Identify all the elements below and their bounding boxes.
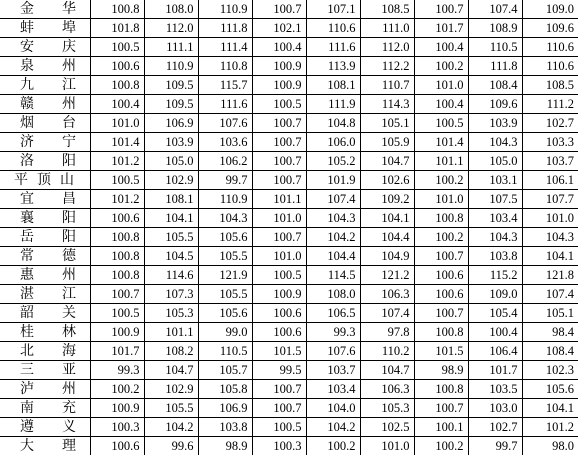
- index-value-cell: 100.7: [414, 399, 468, 418]
- index-value-cell: 112.0: [360, 38, 414, 57]
- index-value-cell: 104.1: [522, 399, 578, 418]
- index-value-cell: 100.7: [414, 0, 468, 19]
- index-value-cell: 106.2: [198, 152, 252, 171]
- index-value-cell: 100.9: [252, 285, 306, 304]
- index-value-cell: 100.1: [414, 418, 468, 437]
- index-value-cell: 105.5: [144, 228, 198, 247]
- index-value-cell: 102.1: [252, 19, 306, 38]
- index-value-cell: 100.8: [414, 323, 468, 342]
- index-value-cell: 110.9: [198, 190, 252, 209]
- index-value-cell: 100.4: [414, 38, 468, 57]
- index-value-cell: 109.6: [468, 95, 522, 114]
- index-value-cell: 100.8: [90, 76, 144, 95]
- index-value-cell: 105.3: [144, 304, 198, 323]
- index-value-cell: 100.7: [252, 380, 306, 399]
- table-row: [0, 38, 578, 57]
- index-value-cell: 106.4: [468, 342, 522, 361]
- index-value-cell: 106.0: [306, 133, 360, 152]
- city-name-cell: [0, 19, 90, 38]
- city-name: 泉 州: [20, 58, 76, 74]
- index-value-cell: 101.9: [306, 171, 360, 190]
- index-value-cell: 104.5: [144, 247, 198, 266]
- index-value-cell: 101.8: [90, 19, 144, 38]
- index-value-cell: 100.5: [90, 38, 144, 57]
- city-name: 洛 阳: [20, 153, 76, 169]
- index-value-cell: 100.8: [90, 266, 144, 285]
- index-value-cell: 100.7: [252, 228, 306, 247]
- index-value-cell: 103.9: [144, 133, 198, 152]
- index-value-cell: 100.7: [414, 247, 468, 266]
- index-value-cell: 104.3: [306, 209, 360, 228]
- city-name: 南 充: [20, 400, 76, 416]
- index-value-cell: 101.5: [252, 342, 306, 361]
- index-value-cell: 105.5: [198, 285, 252, 304]
- index-value-cell: 105.6: [522, 380, 578, 399]
- index-value-cell: 111.8: [468, 57, 522, 76]
- table-row: [0, 399, 578, 418]
- index-value-cell: 115.7: [198, 76, 252, 95]
- index-value-cell: 101.1: [252, 190, 306, 209]
- index-value-cell: 105.9: [360, 133, 414, 152]
- index-value-cell: 100.2: [414, 171, 468, 190]
- city-name-cell: [0, 95, 90, 114]
- index-value-cell: 105.5: [144, 399, 198, 418]
- index-value-cell: 100.6: [90, 57, 144, 76]
- index-value-cell: 99.7: [198, 171, 252, 190]
- city-name-cell: [0, 190, 90, 209]
- index-value-cell: 103.7: [306, 361, 360, 380]
- index-value-cell: 100.9: [252, 76, 306, 95]
- table-row: [0, 209, 578, 228]
- index-value-cell: 100.8: [90, 228, 144, 247]
- index-value-cell: 99.7: [468, 437, 522, 456]
- index-value-cell: 112.2: [360, 57, 414, 76]
- table-row: [0, 76, 578, 95]
- index-value-cell: 100.3: [252, 437, 306, 456]
- index-value-cell: 110.8: [198, 57, 252, 76]
- index-value-cell: 104.4: [360, 228, 414, 247]
- index-value-cell: 103.9: [468, 114, 522, 133]
- city-name-cell: [0, 418, 90, 437]
- index-value-cell: 106.3: [360, 285, 414, 304]
- index-value-cell: 105.1: [360, 114, 414, 133]
- index-value-cell: 101.0: [90, 114, 144, 133]
- index-value-cell: 101.2: [90, 190, 144, 209]
- index-value-cell: 97.8: [360, 323, 414, 342]
- index-value-cell: 107.4: [468, 0, 522, 19]
- city-name-cell: [0, 285, 90, 304]
- index-value-cell: 100.3: [90, 418, 144, 437]
- city-name-cell: [0, 399, 90, 418]
- index-value-cell: 103.4: [306, 380, 360, 399]
- index-value-cell: 104.8: [306, 114, 360, 133]
- index-value-cell: 103.4: [468, 209, 522, 228]
- index-value-cell: 106.9: [144, 114, 198, 133]
- index-value-cell: 100.2: [414, 228, 468, 247]
- index-value-cell: 104.3: [522, 228, 578, 247]
- index-value-cell: 103.1: [468, 171, 522, 190]
- city-name: 惠 州: [20, 267, 76, 283]
- index-value-cell: 99.6: [144, 437, 198, 456]
- index-value-cell: 109.5: [144, 76, 198, 95]
- city-name-cell: [0, 342, 90, 361]
- index-value-cell: 103.6: [198, 133, 252, 152]
- index-value-cell: 101.7: [90, 342, 144, 361]
- index-value-cell: 100.7: [252, 0, 306, 19]
- city-name: 平 顶 山: [14, 172, 74, 188]
- index-value-cell: 105.6: [198, 228, 252, 247]
- city-name: 韶 关: [20, 305, 76, 321]
- index-value-cell: 100.6: [90, 209, 144, 228]
- index-value-cell: 110.2: [360, 342, 414, 361]
- index-value-cell: 108.5: [360, 0, 414, 19]
- index-value-cell: 109.6: [522, 19, 578, 38]
- city-name: 赣 州: [20, 96, 76, 112]
- table-row: [0, 266, 578, 285]
- index-value-cell: 105.0: [468, 152, 522, 171]
- index-value-cell: 100.9: [90, 323, 144, 342]
- index-value-cell: 105.8: [198, 380, 252, 399]
- index-value-cell: 101.4: [90, 133, 144, 152]
- table-row: [0, 152, 578, 171]
- index-value-cell: 104.3: [468, 228, 522, 247]
- index-value-cell: 103.8: [198, 418, 252, 437]
- index-value-cell: 101.0: [252, 209, 306, 228]
- index-value-cell: 104.7: [360, 361, 414, 380]
- index-value-cell: 107.4: [306, 190, 360, 209]
- index-value-cell: 108.9: [468, 19, 522, 38]
- index-value-cell: 102.6: [360, 171, 414, 190]
- index-value-cell: 110.7: [360, 76, 414, 95]
- city-name-cell: [0, 38, 90, 57]
- index-value-cell: 107.4: [360, 304, 414, 323]
- index-value-cell: 105.0: [144, 152, 198, 171]
- index-value-cell: 100.2: [306, 437, 360, 456]
- index-value-cell: 103.5: [468, 380, 522, 399]
- index-value-cell: 104.7: [360, 152, 414, 171]
- index-value-cell: 101.0: [414, 190, 468, 209]
- index-value-cell: 100.5: [252, 418, 306, 437]
- index-value-cell: 102.9: [144, 380, 198, 399]
- table-row: [0, 133, 578, 152]
- index-value-cell: 102.7: [522, 114, 578, 133]
- city-name-cell: [0, 228, 90, 247]
- table-row: [0, 304, 578, 323]
- index-value-cell: 104.7: [144, 361, 198, 380]
- index-value-cell: 110.9: [144, 57, 198, 76]
- index-value-cell: 103.0: [468, 399, 522, 418]
- index-value-cell: 100.5: [414, 114, 468, 133]
- index-value-cell: 114.5: [306, 266, 360, 285]
- table-row: [0, 114, 578, 133]
- index-value-cell: 110.6: [306, 19, 360, 38]
- index-value-cell: 108.1: [306, 76, 360, 95]
- city-name: 济 宁: [20, 134, 76, 150]
- index-value-cell: 100.7: [252, 152, 306, 171]
- index-value-cell: 102.9: [144, 171, 198, 190]
- city-name-cell: [0, 76, 90, 95]
- index-value-cell: 114.3: [360, 95, 414, 114]
- city-name-cell: [0, 171, 90, 190]
- index-value-cell: 105.2: [306, 152, 360, 171]
- table-row: [0, 190, 578, 209]
- city-name-cell: [0, 323, 90, 342]
- index-value-cell: 99.3: [90, 361, 144, 380]
- index-value-cell: 101.0: [522, 209, 578, 228]
- index-value-cell: 114.6: [144, 266, 198, 285]
- city-name-cell: [0, 361, 90, 380]
- index-value-cell: 102.7: [468, 418, 522, 437]
- index-value-cell: 100.7: [252, 171, 306, 190]
- index-value-cell: 108.4: [468, 76, 522, 95]
- index-value-cell: 101.0: [360, 437, 414, 456]
- city-name: 蚌 埠: [20, 20, 76, 36]
- table-row: [0, 95, 578, 114]
- index-value-cell: 101.1: [144, 323, 198, 342]
- city-name-cell: [0, 114, 90, 133]
- index-value-cell: 104.3: [468, 133, 522, 152]
- index-value-cell: 101.5: [414, 342, 468, 361]
- city-name: 宜 昌: [20, 191, 76, 207]
- index-value-cell: 104.1: [522, 247, 578, 266]
- table-row: [0, 342, 578, 361]
- index-value-cell: 107.7: [522, 190, 578, 209]
- table-row: [0, 418, 578, 437]
- index-value-cell: 101.2: [522, 418, 578, 437]
- index-value-cell: 105.3: [360, 399, 414, 418]
- index-value-cell: 100.6: [252, 304, 306, 323]
- index-value-cell: 121.9: [198, 266, 252, 285]
- index-value-cell: 105.5: [198, 247, 252, 266]
- index-value-cell: 101.0: [414, 76, 468, 95]
- index-value-cell: 111.6: [198, 95, 252, 114]
- index-value-cell: 109.0: [522, 0, 578, 19]
- city-name-cell: [0, 437, 90, 456]
- index-value-cell: 100.4: [414, 95, 468, 114]
- index-value-cell: 98.9: [414, 361, 468, 380]
- table-row: [0, 171, 578, 190]
- index-value-cell: 100.8: [90, 0, 144, 19]
- table-row: [0, 228, 578, 247]
- index-value-cell: 102.3: [522, 361, 578, 380]
- index-value-cell: 108.0: [144, 0, 198, 19]
- index-value-cell: 100.5: [90, 171, 144, 190]
- index-value-cell: 100.7: [252, 114, 306, 133]
- city-name-cell: [0, 0, 90, 19]
- table-row: [0, 380, 578, 399]
- table-row: [0, 437, 578, 456]
- table-row: [0, 361, 578, 380]
- index-value-cell: 103.8: [468, 247, 522, 266]
- index-value-cell: 100.6: [252, 323, 306, 342]
- index-value-cell: 104.9: [360, 247, 414, 266]
- index-value-cell: 107.5: [468, 190, 522, 209]
- index-value-cell: 109.2: [360, 190, 414, 209]
- index-value-cell: 99.5: [252, 361, 306, 380]
- index-value-cell: 100.2: [414, 57, 468, 76]
- index-value-cell: 100.4: [252, 38, 306, 57]
- index-value-cell: 105.4: [468, 304, 522, 323]
- index-value-cell: 110.9: [198, 0, 252, 19]
- city-name: 金 华: [20, 1, 76, 17]
- table-row: [0, 285, 578, 304]
- city-name-cell: [0, 304, 90, 323]
- index-value-cell: 100.2: [414, 437, 468, 456]
- index-value-cell: 100.4: [90, 95, 144, 114]
- index-value-cell: 110.6: [522, 38, 578, 57]
- index-value-cell: 106.1: [522, 171, 578, 190]
- index-value-cell: 106.3: [360, 380, 414, 399]
- city-name: 九 江: [20, 77, 76, 93]
- index-value-cell: 100.7: [90, 285, 144, 304]
- city-name: 岳 阳: [20, 229, 76, 245]
- index-value-cell: 111.9: [306, 95, 360, 114]
- index-value-cell: 100.7: [252, 133, 306, 152]
- city-name-cell: [0, 380, 90, 399]
- index-value-cell: 108.4: [522, 342, 578, 361]
- index-value-cell: 100.6: [90, 437, 144, 456]
- table-row: [0, 57, 578, 76]
- city-name: 大 理: [20, 438, 76, 454]
- index-value-cell: 99.0: [198, 323, 252, 342]
- index-value-cell: 100.8: [90, 247, 144, 266]
- index-value-cell: 111.1: [144, 38, 198, 57]
- index-value-cell: 111.6: [306, 38, 360, 57]
- index-value-cell: 103.7: [522, 152, 578, 171]
- index-value-cell: 100.2: [90, 380, 144, 399]
- index-value-cell: 98.0: [522, 437, 578, 456]
- index-value-cell: 108.5: [522, 76, 578, 95]
- city-name: 遵 义: [20, 419, 76, 435]
- index-value-cell: 111.2: [522, 95, 578, 114]
- index-value-cell: 101.7: [468, 361, 522, 380]
- index-value-cell: 104.3: [198, 209, 252, 228]
- index-value-cell: 100.6: [414, 285, 468, 304]
- city-name: 桂 林: [20, 324, 76, 340]
- index-value-cell: 104.0: [306, 399, 360, 418]
- city-name: 北 海: [20, 343, 76, 359]
- index-value-cell: 104.1: [144, 209, 198, 228]
- city-name: 常 德: [20, 248, 76, 264]
- city-name-cell: [0, 133, 90, 152]
- city-name-cell: [0, 266, 90, 285]
- index-value-cell: 110.5: [468, 38, 522, 57]
- city-name-cell: [0, 152, 90, 171]
- index-value-cell: 105.6: [198, 304, 252, 323]
- index-value-cell: 108.1: [144, 190, 198, 209]
- index-value-cell: 100.8: [414, 380, 468, 399]
- index-value-cell: 99.3: [306, 323, 360, 342]
- table-row: [0, 247, 578, 266]
- index-value-cell: 115.2: [468, 266, 522, 285]
- index-value-cell: 112.0: [144, 19, 198, 38]
- index-value-cell: 111.0: [360, 19, 414, 38]
- index-value-cell: 100.7: [252, 399, 306, 418]
- index-value-cell: 105.7: [198, 361, 252, 380]
- index-value-cell: 101.0: [252, 247, 306, 266]
- index-value-cell: 104.4: [306, 247, 360, 266]
- index-value-cell: 101.4: [414, 133, 468, 152]
- city-name: 烟 台: [20, 115, 76, 131]
- index-value-cell: 106.5: [306, 304, 360, 323]
- city-name: 泸 州: [20, 381, 76, 397]
- city-name-cell: [0, 57, 90, 76]
- index-value-cell: 101.2: [90, 152, 144, 171]
- index-value-cell: 100.4: [468, 323, 522, 342]
- index-value-cell: 107.4: [522, 285, 578, 304]
- index-value-cell: 107.1: [306, 0, 360, 19]
- index-value-cell: 109.0: [468, 285, 522, 304]
- index-value-cell: 100.5: [252, 95, 306, 114]
- table-row: [0, 323, 578, 342]
- city-name-cell: [0, 247, 90, 266]
- index-value-cell: 100.9: [90, 399, 144, 418]
- index-value-cell: 113.9: [306, 57, 360, 76]
- index-value-cell: 104.1: [360, 209, 414, 228]
- index-value-cell: 100.9: [252, 57, 306, 76]
- city-name: 湛 江: [20, 286, 76, 302]
- index-value-cell: 108.0: [306, 285, 360, 304]
- index-value-cell: 100.6: [414, 266, 468, 285]
- city-name: 安 庆: [20, 39, 76, 55]
- index-value-cell: 104.2: [144, 418, 198, 437]
- table-row: [0, 19, 578, 38]
- index-value-cell: 100.5: [90, 304, 144, 323]
- index-value-cell: 108.2: [144, 342, 198, 361]
- index-value-cell: 121.2: [360, 266, 414, 285]
- index-value-cell: 121.8: [522, 266, 578, 285]
- index-value-cell: 104.2: [306, 228, 360, 247]
- index-value-cell: 107.6: [198, 114, 252, 133]
- city-name-cell: [0, 209, 90, 228]
- index-value-cell: 107.3: [144, 285, 198, 304]
- index-value-cell: 106.9: [198, 399, 252, 418]
- city-name: 三 亚: [20, 362, 76, 378]
- index-value-cell: 102.5: [360, 418, 414, 437]
- index-value-cell: 105.1: [522, 304, 578, 323]
- index-value-cell: 100.8: [414, 209, 468, 228]
- index-value-cell: 103.3: [522, 133, 578, 152]
- table-row: [0, 0, 578, 19]
- index-value-cell: 98.9: [198, 437, 252, 456]
- index-value-cell: 109.5: [144, 95, 198, 114]
- index-value-cell: 110.5: [198, 342, 252, 361]
- index-value-cell: 101.7: [414, 19, 468, 38]
- index-value-cell: 100.7: [414, 304, 468, 323]
- index-value-cell: 100.5: [252, 266, 306, 285]
- index-value-cell: 111.4: [198, 38, 252, 57]
- index-value-cell: 110.6: [522, 57, 578, 76]
- index-value-cell: 111.8: [198, 19, 252, 38]
- city-name: 襄 阳: [20, 210, 76, 226]
- index-value-cell: 104.2: [306, 418, 360, 437]
- index-value-cell: 98.4: [522, 323, 578, 342]
- index-value-cell: 101.1: [414, 152, 468, 171]
- index-value-cell: 107.6: [306, 342, 360, 361]
